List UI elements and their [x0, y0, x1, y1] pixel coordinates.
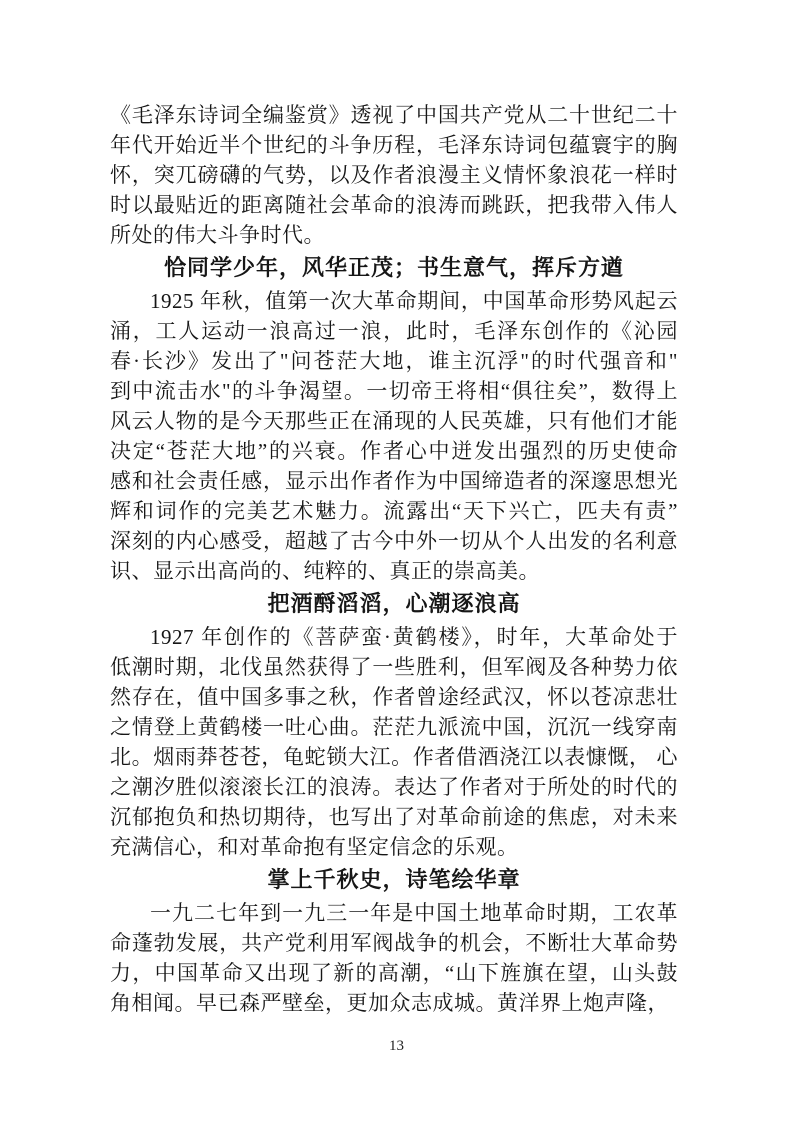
text-line: 决定“苍茫大地”的兴衰。作者心中迸发出强烈的历史使命 — [110, 439, 678, 463]
text-line: 感和社会责任感，显示出作者作为中国缔造者的深邃思想光 — [110, 469, 678, 493]
paragraph — [110, 898, 678, 1018]
text-line: 怀，突兀磅礴的气势，以及作者浪漫主义情怀象浪花一样时 — [110, 163, 678, 187]
paragraph — [110, 286, 678, 586]
text-line: 风云人物的是今天那些正在涌现的人民英雄，只有他们才能 — [110, 409, 678, 433]
text-line: 辉和词作的完美艺术魅力。流露出“天下兴亡，匹夫有责” — [110, 499, 678, 523]
paragraph — [110, 622, 678, 862]
text-line: 之潮汐胜似滚滚长江的浪涛。表达了作者对于所处的时代的 — [110, 775, 678, 799]
paragraph — [110, 100, 678, 250]
text-line: 时以最贴近的距离随社会革命的浪涛而跳跃，把我带入伟人 — [110, 193, 678, 217]
text-line: 1927 年创作的《菩萨蛮·黄鹤楼》，时年，大革命处于 — [150, 625, 678, 649]
text-line: 北。烟雨莽苍苍，龟蛇锁大江。作者借酒浇江以表慷慨， 心 — [110, 745, 678, 769]
text-line: 力，中国革命又出现了新的高潮，“山下旌旗在望，山头鼓 — [110, 961, 678, 985]
section-heading: 恰同学少年，风华正茂；书生意气，挥斥方遒 — [163, 255, 624, 280]
text-line: 之情登上黄鹤楼一吐心曲。茫茫九派流中国，沉沉一线穿南 — [110, 715, 678, 739]
text-line: 低潮时期，北伐虽然获得了一些胜利，但军阀及各种势力依 — [110, 655, 678, 679]
text-line: 角相闻。早已森严壁垒，更加众志成城。黄洋界上炮声隆， — [110, 991, 669, 1015]
text-line: 《毛泽东诗词全编鉴赏》透视了中国共产党从二十世纪二十 — [110, 103, 678, 127]
text-line: 充满信心，和对革命抱有坚定信念的乐观。 — [110, 835, 519, 859]
text-line: 命蓬勃发展，共产党利用军阀战争的机会，不断壮大革命势 — [110, 931, 678, 955]
text-line: 深刻的内心感受，超越了古今中外一切从个人出发的名利意 — [110, 529, 678, 553]
text-line: 然存在，值中国多事之秋，作者曾途经武汉，怀以苍凉悲壮 — [110, 685, 678, 709]
text-line: 一九二七年到一九三一年是中国土地革命时期，工农革 — [150, 901, 678, 925]
page-number: 13 — [389, 1038, 404, 1054]
text-line: 春·长沙》发出了"问苍茫大地，谁主沉浮"的时代强音和" — [110, 349, 678, 373]
text-line: 识、显示出高尚的、纯粹的、真正的崇高美。 — [110, 559, 540, 583]
text-line: 沉郁抱负和热切期待，也写出了对革命前途的焦虑，对未来 — [110, 805, 678, 829]
text-line: 1925 年秋，值第一次大革命期间，中国革命形势风起云 — [150, 289, 678, 313]
section-heading: 把酒酹滔滔，心潮逐浪高 — [267, 591, 521, 616]
text-line: 涌，工人运动一浪高过一浪，此时，毛泽东创作的《沁园 — [110, 319, 678, 343]
text-line: 到中流击水"的斗争渴望。一切帝王将相“俱往矣”，数得上 — [110, 379, 678, 403]
text-line: 年代开始近半个世纪的斗争历程，毛泽东诗词包蕴寰宇的胸 — [110, 133, 678, 157]
section-heading: 掌上千秋史，诗笔绘华章 — [267, 867, 521, 892]
page-content — [110, 100, 678, 1018]
text-line: 所处的伟大斗争时代。 — [110, 223, 325, 247]
